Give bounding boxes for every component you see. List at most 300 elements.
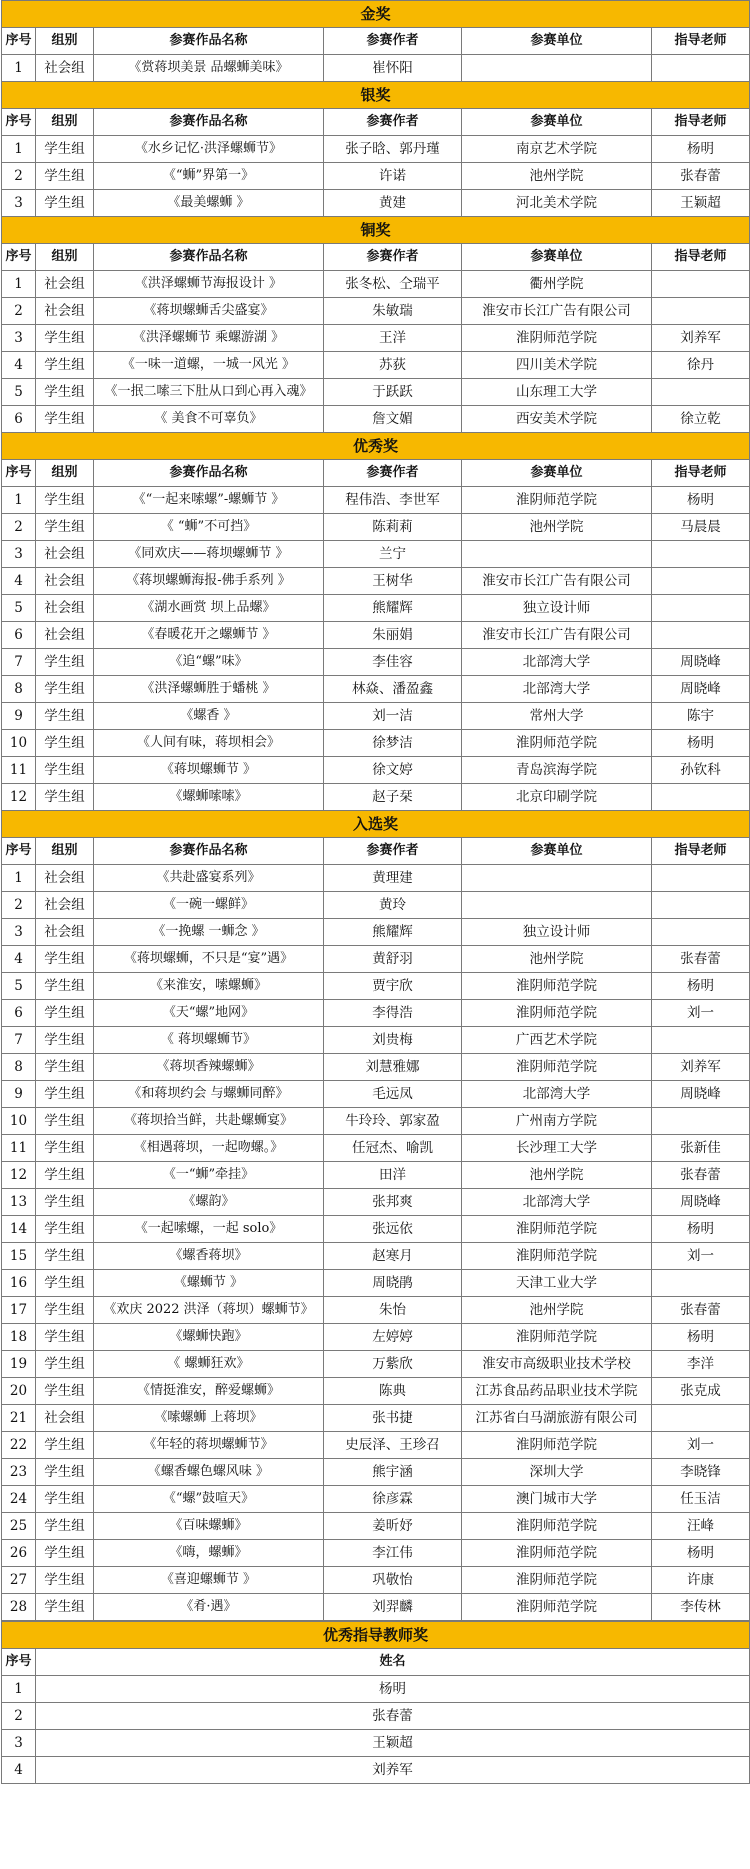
row-unit: 西安美术学院	[462, 406, 652, 433]
row-work-title: 《一抿二嗦三下肚从口到心再入魂》	[94, 379, 324, 406]
row-work-title: 《一“蛳”牵挂》	[94, 1162, 324, 1189]
table-row	[2, 1108, 750, 1135]
table-row	[2, 1000, 750, 1027]
table-row	[2, 568, 750, 595]
table-row	[2, 190, 750, 217]
row-number: 24	[2, 1486, 36, 1513]
header-teacher: 指导老师	[652, 460, 750, 487]
row-work-title: 《洪泽螺蛳节海报设计 》	[94, 271, 324, 298]
row-unit: 江苏省白马湖旅游有限公司	[462, 1405, 652, 1432]
row-work-title: 《螺香蒋坝》	[94, 1243, 324, 1270]
row-number: 1	[2, 55, 36, 82]
table-row	[2, 1405, 750, 1432]
row-group: 学生组	[36, 1324, 94, 1351]
row-number: 7	[2, 649, 36, 676]
row-author: 张书捷	[324, 1405, 462, 1432]
row-unit	[462, 865, 652, 892]
column-header-row	[2, 28, 750, 55]
row-author: 崔怀阳	[324, 55, 462, 82]
table-row	[2, 514, 750, 541]
table-row	[2, 892, 750, 919]
row-teacher: 马晨晨	[652, 514, 750, 541]
row-author: 苏荻	[324, 352, 462, 379]
header-unit: 参赛单位	[462, 244, 652, 271]
row-number: 11	[2, 757, 36, 784]
row-work-title: 《一碗一螺鲜》	[94, 892, 324, 919]
row-teacher: 徐立乾	[652, 406, 750, 433]
teacher-award-section-header	[2, 1622, 750, 1649]
row-group: 社会组	[36, 271, 94, 298]
row-group: 学生组	[36, 1162, 94, 1189]
header-author: 参赛作者	[324, 244, 462, 271]
row-author: 徐梦洁	[324, 730, 462, 757]
row-group: 学生组	[36, 1108, 94, 1135]
row-group: 学生组	[36, 406, 94, 433]
row-number: 27	[2, 1567, 36, 1594]
row-teacher	[652, 271, 750, 298]
row-work-title: 《螺韵》	[94, 1189, 324, 1216]
row-unit: 独立设计师	[462, 595, 652, 622]
row-author: 熊耀辉	[324, 595, 462, 622]
row-teacher	[652, 595, 750, 622]
table-row	[2, 271, 750, 298]
row-teacher	[652, 919, 750, 946]
row-teacher: 刘养军	[652, 325, 750, 352]
row-teacher: 周晓峰	[652, 676, 750, 703]
row-author: 王树华	[324, 568, 462, 595]
table-row	[2, 406, 750, 433]
header-author: 参赛作者	[324, 460, 462, 487]
teacher-award-title: 优秀指导教师奖	[2, 1622, 750, 1649]
row-author: 张远依	[324, 1216, 462, 1243]
row-group: 学生组	[36, 703, 94, 730]
table-row	[2, 1270, 750, 1297]
table-row	[2, 1054, 750, 1081]
table-row	[2, 136, 750, 163]
row-group: 学生组	[36, 757, 94, 784]
row-unit: 广西艺术学院	[462, 1027, 652, 1054]
row-unit: 独立设计师	[462, 919, 652, 946]
header-no: 序号	[2, 1649, 36, 1676]
row-work-title: 《人间有味，蒋坝相会》	[94, 730, 324, 757]
row-unit: 池州学院	[462, 514, 652, 541]
row-group: 学生组	[36, 190, 94, 217]
row-unit	[462, 892, 652, 919]
row-teacher: 任玉洁	[652, 1486, 750, 1513]
row-group: 社会组	[36, 541, 94, 568]
row-author: 牛玲玲、郭家盈	[324, 1108, 462, 1135]
row-teacher: 张新佳	[652, 1135, 750, 1162]
table-row	[2, 757, 750, 784]
row-number: 9	[2, 703, 36, 730]
row-group: 学生组	[36, 1270, 94, 1297]
table-row	[2, 1513, 750, 1540]
row-group: 学生组	[36, 676, 94, 703]
row-number: 12	[2, 784, 36, 811]
row-work-title: 《来淮安，嗦螺蛳》	[94, 973, 324, 1000]
row-teacher: 张克成	[652, 1378, 750, 1405]
row-group: 学生组	[36, 352, 94, 379]
award-section-header	[2, 217, 750, 244]
row-number: 23	[2, 1459, 36, 1486]
row-unit: 淮阴师范学院	[462, 325, 652, 352]
row-work-title: 《共赴盛宴系列》	[94, 865, 324, 892]
row-author: 朱丽娟	[324, 622, 462, 649]
table-row	[2, 541, 750, 568]
row-author: 黄舒羽	[324, 946, 462, 973]
row-number: 13	[2, 1189, 36, 1216]
row-number: 16	[2, 1270, 36, 1297]
table-row	[2, 1243, 750, 1270]
row-teacher: 孙钦科	[652, 757, 750, 784]
row-author: 熊宇涵	[324, 1459, 462, 1486]
row-unit: 北部湾大学	[462, 649, 652, 676]
row-teacher: 许康	[652, 1567, 750, 1594]
table-row	[2, 676, 750, 703]
row-unit: 广州南方学院	[462, 1108, 652, 1135]
header-no: 序号	[2, 28, 36, 55]
row-work-title: 《赏蒋坝美景 品螺蛳美味》	[94, 55, 324, 82]
row-author: 刘慧雅娜	[324, 1054, 462, 1081]
row-author: 刘贵梅	[324, 1027, 462, 1054]
row-teacher	[652, 541, 750, 568]
row-teacher: 杨明	[652, 1540, 750, 1567]
header-no: 序号	[2, 838, 36, 865]
row-unit: 淮阴师范学院	[462, 487, 652, 514]
row-author: 周晓鹃	[324, 1270, 462, 1297]
table-row	[2, 1297, 750, 1324]
table-row	[2, 946, 750, 973]
header-teacher: 指导老师	[652, 838, 750, 865]
row-unit: 淮阴师范学院	[462, 1594, 652, 1621]
row-work-title: 《蒋坝香辣螺蛳》	[94, 1054, 324, 1081]
row-teacher	[652, 1108, 750, 1135]
row-teacher: 杨明	[652, 136, 750, 163]
row-work-title: 《 蒋坝螺蛳节》	[94, 1027, 324, 1054]
row-work-title: 《百味螺蛳》	[94, 1513, 324, 1540]
row-group: 社会组	[36, 55, 94, 82]
row-number: 19	[2, 1351, 36, 1378]
row-author: 兰宁	[324, 541, 462, 568]
row-group: 学生组	[36, 1135, 94, 1162]
row-teacher: 周晓峰	[652, 1081, 750, 1108]
row-group: 学生组	[36, 1000, 94, 1027]
row-unit	[462, 55, 652, 82]
row-author: 黄理建	[324, 865, 462, 892]
row-teacher: 李洋	[652, 1351, 750, 1378]
row-teacher: 杨明	[652, 973, 750, 1000]
row-teacher	[652, 1027, 750, 1054]
row-unit: 南京艺术学院	[462, 136, 652, 163]
row-number: 10	[2, 730, 36, 757]
award-section-title: 铜奖	[2, 217, 750, 244]
row-number: 1	[2, 136, 36, 163]
row-teacher	[652, 892, 750, 919]
row-unit: 常州大学	[462, 703, 652, 730]
row-teacher: 刘一	[652, 1000, 750, 1027]
row-number: 2	[2, 298, 36, 325]
row-unit: 池州学院	[462, 1162, 652, 1189]
row-work-title: 《洪泽螺蛳胜于蟠桃 》	[94, 676, 324, 703]
row-teacher: 杨明	[652, 487, 750, 514]
row-number: 28	[2, 1594, 36, 1621]
row-group: 社会组	[36, 568, 94, 595]
header-author: 参赛作者	[324, 28, 462, 55]
row-author: 毛远凤	[324, 1081, 462, 1108]
header-teacher: 指导老师	[652, 28, 750, 55]
column-header-row	[2, 460, 750, 487]
row-group: 学生组	[36, 487, 94, 514]
row-number: 11	[2, 1135, 36, 1162]
row-author: 李得浩	[324, 1000, 462, 1027]
row-number: 26	[2, 1540, 36, 1567]
header-no: 序号	[2, 109, 36, 136]
row-unit: 淮安市长江广告有限公司	[462, 622, 652, 649]
row-author: 林焱、潘盈鑫	[324, 676, 462, 703]
row-group: 社会组	[36, 892, 94, 919]
row-group: 学生组	[36, 1027, 94, 1054]
row-teacher	[652, 865, 750, 892]
row-work-title: 《春暖花开之螺蛳节 》	[94, 622, 324, 649]
header-teacher: 指导老师	[652, 244, 750, 271]
row-number: 2	[2, 514, 36, 541]
row-number: 9	[2, 1081, 36, 1108]
row-group: 学生组	[36, 379, 94, 406]
table-row	[2, 1324, 750, 1351]
table-row	[2, 298, 750, 325]
header-no: 序号	[2, 244, 36, 271]
row-work-title: 《“螺”鼓喧天》	[94, 1486, 324, 1513]
teacher-row	[2, 1703, 750, 1730]
header-title: 参赛作品名称	[94, 109, 324, 136]
award-section-title: 优秀奖	[2, 433, 750, 460]
row-unit: 澳门城市大学	[462, 1486, 652, 1513]
row-unit: 淮阴师范学院	[462, 1216, 652, 1243]
row-unit: 天津工业大学	[462, 1270, 652, 1297]
header-title: 参赛作品名称	[94, 460, 324, 487]
row-number: 6	[2, 406, 36, 433]
header-title: 参赛作品名称	[94, 244, 324, 271]
header-author: 参赛作者	[324, 109, 462, 136]
row-unit: 河北美术学院	[462, 190, 652, 217]
row-number: 2	[2, 892, 36, 919]
row-number: 17	[2, 1297, 36, 1324]
row-number: 5	[2, 379, 36, 406]
teacher-award-table	[1, 1621, 750, 1784]
header-group: 组别	[36, 244, 94, 271]
row-number: 21	[2, 1405, 36, 1432]
row-unit: 淮安市高级职业技术学校	[462, 1351, 652, 1378]
row-group: 学生组	[36, 1432, 94, 1459]
row-work-title: 《天“螺”地网》	[94, 1000, 324, 1027]
row-author: 巩敬怡	[324, 1567, 462, 1594]
row-number: 10	[2, 1108, 36, 1135]
row-group: 学生组	[36, 1378, 94, 1405]
row-author: 许诺	[324, 163, 462, 190]
row-unit: 淮阴师范学院	[462, 1513, 652, 1540]
row-work-title: 《相遇蒋坝，一起吻螺。》	[94, 1135, 324, 1162]
header-group: 组别	[36, 460, 94, 487]
table-row	[2, 622, 750, 649]
header-title: 参赛作品名称	[94, 838, 324, 865]
table-row	[2, 1486, 750, 1513]
award-section-header	[2, 1, 750, 28]
table-row	[2, 1189, 750, 1216]
row-number: 1	[2, 271, 36, 298]
row-number: 1	[2, 865, 36, 892]
row-number: 3	[2, 190, 36, 217]
teacher-name: 王颖超	[36, 1730, 750, 1757]
row-teacher	[652, 55, 750, 82]
row-group: 学生组	[36, 325, 94, 352]
row-group: 学生组	[36, 1054, 94, 1081]
table-row	[2, 649, 750, 676]
header-unit: 参赛单位	[462, 460, 652, 487]
row-unit: 淮阴师范学院	[462, 730, 652, 757]
row-teacher	[652, 622, 750, 649]
row-number: 7	[2, 1027, 36, 1054]
row-work-title: 《情挺淮安，醉爱螺蛳》	[94, 1378, 324, 1405]
award-section-header	[2, 82, 750, 109]
row-author: 陈莉莉	[324, 514, 462, 541]
row-author: 张子晗、郭丹瑾	[324, 136, 462, 163]
row-group: 社会组	[36, 622, 94, 649]
row-number: 6	[2, 622, 36, 649]
row-work-title: 《螺蛳快跑》	[94, 1324, 324, 1351]
row-number: 4	[2, 352, 36, 379]
row-number: 15	[2, 1243, 36, 1270]
row-unit: 淮阴师范学院	[462, 1054, 652, 1081]
row-unit: 池州学院	[462, 1297, 652, 1324]
header-author: 参赛作者	[324, 838, 462, 865]
row-unit: 北部湾大学	[462, 1189, 652, 1216]
row-number: 1	[2, 487, 36, 514]
table-row	[2, 1162, 750, 1189]
header-teacher: 指导老师	[652, 109, 750, 136]
award-section-title: 入选奖	[2, 811, 750, 838]
row-group: 学生组	[36, 649, 94, 676]
row-work-title: 《湖水画赏 坝上品螺》	[94, 595, 324, 622]
row-unit	[462, 541, 652, 568]
row-author: 徐彦霖	[324, 1486, 462, 1513]
table-row	[2, 1432, 750, 1459]
header-no: 序号	[2, 460, 36, 487]
row-work-title: 《追“螺”味》	[94, 649, 324, 676]
row-unit: 淮阴师范学院	[462, 1243, 652, 1270]
row-work-title: 《一挽螺 一蛳念 》	[94, 919, 324, 946]
table-row	[2, 1081, 750, 1108]
row-author: 贾宇欣	[324, 973, 462, 1000]
table-row	[2, 55, 750, 82]
row-author: 黄建	[324, 190, 462, 217]
row-work-title: 《螺蛳节 》	[94, 1270, 324, 1297]
awards-document	[1, 0, 749, 1784]
award-section-header	[2, 811, 750, 838]
row-number: 4	[2, 568, 36, 595]
row-work-title: 《欢庆 2022 洪泽（蒋坝）螺蛳节》	[94, 1297, 324, 1324]
row-teacher: 杨明	[652, 1216, 750, 1243]
row-author: 李佳容	[324, 649, 462, 676]
row-unit: 淮阴师范学院	[462, 973, 652, 1000]
row-author: 王洋	[324, 325, 462, 352]
row-work-title: 《蒋坝螺蛳舌尖盛宴》	[94, 298, 324, 325]
row-group: 学生组	[36, 1297, 94, 1324]
row-number: 18	[2, 1324, 36, 1351]
row-author: 赵寒月	[324, 1243, 462, 1270]
row-teacher: 张春蕾	[652, 1297, 750, 1324]
row-group: 学生组	[36, 1351, 94, 1378]
table-row	[2, 325, 750, 352]
row-number: 3	[2, 541, 36, 568]
row-teacher: 李传林	[652, 1594, 750, 1621]
row-group: 学生组	[36, 784, 94, 811]
row-author: 熊耀辉	[324, 919, 462, 946]
table-row	[2, 703, 750, 730]
row-unit: 淮阴师范学院	[462, 1432, 652, 1459]
table-row	[2, 487, 750, 514]
row-author: 于跃跃	[324, 379, 462, 406]
column-header-row	[2, 244, 750, 271]
row-group: 社会组	[36, 865, 94, 892]
row-work-title: 《同欢庆——蒋坝螺蛳节 》	[94, 541, 324, 568]
table-row	[2, 352, 750, 379]
row-number: 3	[2, 325, 36, 352]
row-work-title: 《水乡记忆·洪泽螺蛳节》	[94, 136, 324, 163]
row-group: 学生组	[36, 1567, 94, 1594]
award-section-title: 银奖	[2, 82, 750, 109]
table-row	[2, 1135, 750, 1162]
column-header-row	[2, 838, 750, 865]
row-teacher: 陈宇	[652, 703, 750, 730]
row-work-title: 《蒋坝螺蛳海报-佛手系列 》	[94, 568, 324, 595]
row-author: 赵子栞	[324, 784, 462, 811]
row-work-title: 《嗨，螺蛳》	[94, 1540, 324, 1567]
row-group: 学生组	[36, 1513, 94, 1540]
table-row	[2, 1567, 750, 1594]
row-group: 学生组	[36, 1189, 94, 1216]
row-author: 黄玲	[324, 892, 462, 919]
row-work-title: 《“蛳”界第一》	[94, 163, 324, 190]
table-row	[2, 1027, 750, 1054]
row-group: 社会组	[36, 1405, 94, 1432]
row-group: 学生组	[36, 136, 94, 163]
row-teacher: 周晓峰	[652, 1189, 750, 1216]
row-group: 社会组	[36, 595, 94, 622]
header-unit: 参赛单位	[462, 838, 652, 865]
row-author: 刘羿麟	[324, 1594, 462, 1621]
row-unit: 长沙理工大学	[462, 1135, 652, 1162]
row-author: 史辰泽、王珍召	[324, 1432, 462, 1459]
row-work-title: 《 螺蛳狂欢》	[94, 1351, 324, 1378]
header-group: 组别	[36, 838, 94, 865]
row-unit: 池州学院	[462, 163, 652, 190]
row-number: 8	[2, 676, 36, 703]
row-work-title: 《螺香螺色螺风味 》	[94, 1459, 324, 1486]
row-unit: 淮阴师范学院	[462, 1567, 652, 1594]
row-number: 2	[2, 163, 36, 190]
row-work-title: 《和蒋坝约会 与螺蛳同醉》	[94, 1081, 324, 1108]
row-unit: 江苏食品药品职业技术学院	[462, 1378, 652, 1405]
row-teacher: 王颖超	[652, 190, 750, 217]
row-number: 3	[2, 919, 36, 946]
teacher-row-number: 2	[2, 1703, 36, 1730]
table-row	[2, 865, 750, 892]
row-number: 5	[2, 973, 36, 1000]
row-group: 学生组	[36, 1081, 94, 1108]
row-author: 田洋	[324, 1162, 462, 1189]
teacher-row	[2, 1730, 750, 1757]
row-teacher	[652, 1270, 750, 1297]
